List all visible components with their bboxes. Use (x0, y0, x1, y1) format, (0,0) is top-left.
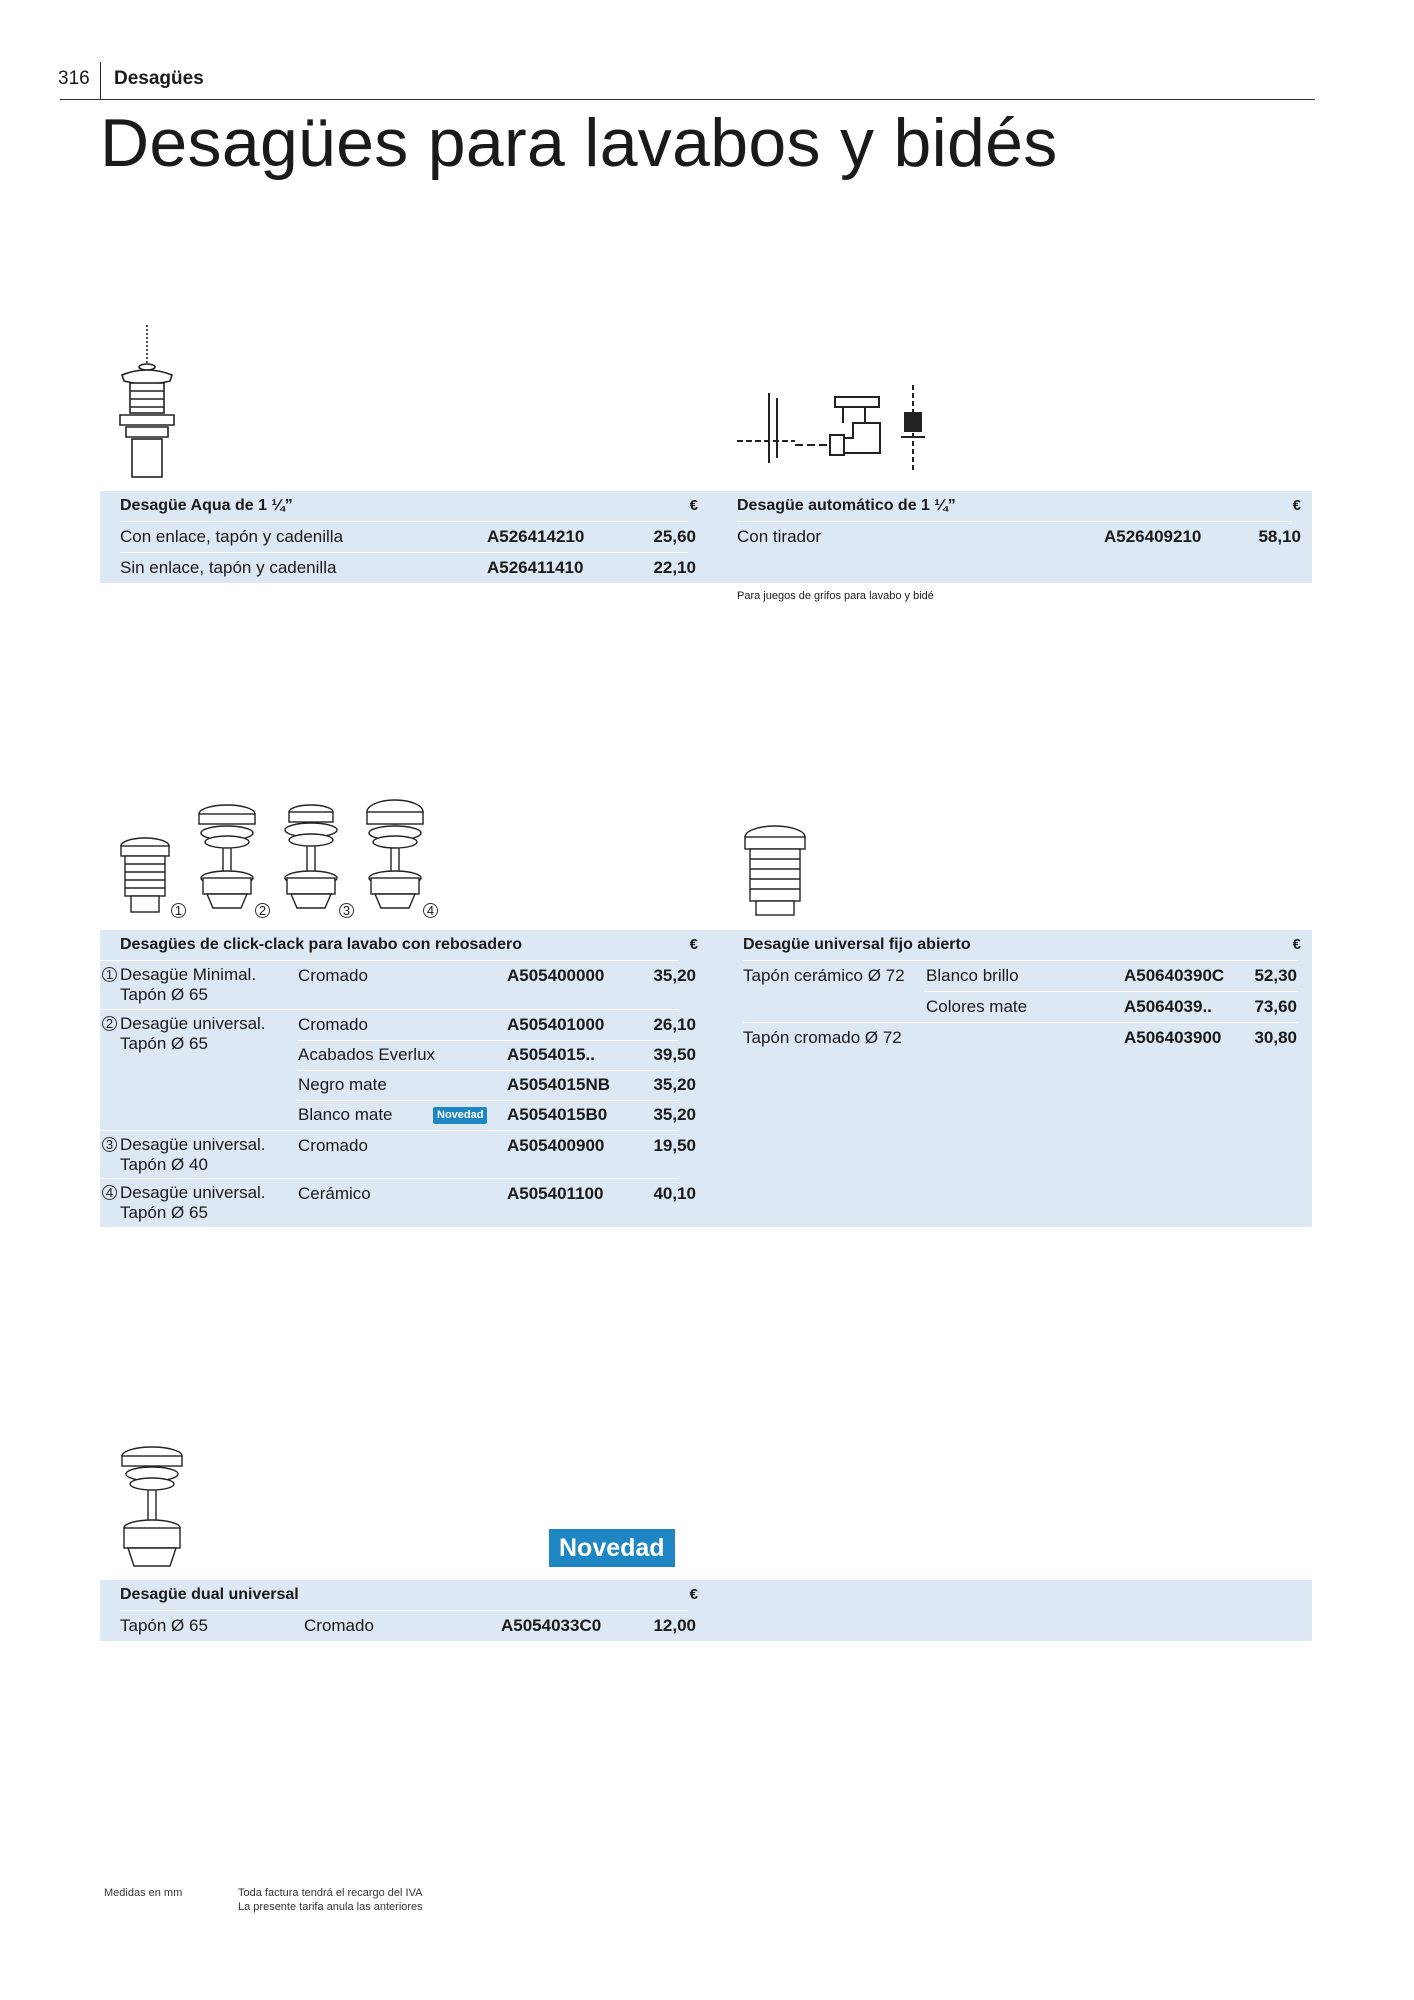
currency-symbol: € (689, 1586, 698, 1603)
page-title: Desagües para lavabos y bidés (100, 105, 1058, 181)
product-price: 12,00 (653, 1616, 696, 1635)
currency-symbol: € (1292, 936, 1301, 953)
product-code: A526411410 (487, 558, 584, 577)
row-description: Con enlace, tapón y cadenilla (120, 527, 344, 546)
product-price: 25,60 (653, 527, 696, 546)
footer-units: Medidas en mm (104, 1887, 183, 1899)
automatic-table (717, 491, 1312, 583)
group-line2: Tapón Ø 65 (120, 985, 208, 1004)
product-price: 39,50 (653, 1045, 696, 1064)
product-price: 35,20 (653, 966, 696, 985)
group-number: 1 (102, 967, 117, 982)
dual-table (100, 1580, 1312, 1641)
dual-drain-image (118, 1446, 188, 1571)
clickclack-title: Desagües de click-clack para lavabo con rebosadero (120, 936, 522, 953)
row-description: Tapón Ø 65 (120, 1616, 208, 1635)
fixed-open-title: Desagüe universal fijo abierto (743, 936, 971, 953)
product-price: 30,80 (1254, 1028, 1297, 1047)
automatic-title: Desagüe automático de 1 ¼” (737, 497, 956, 514)
row-finish: Blanco brillo (926, 966, 1019, 985)
fixed-open-drain-image (740, 825, 810, 920)
product-price: 22,10 (653, 558, 696, 577)
row-description: Con tirador (737, 527, 822, 546)
row-finish: Cromado (298, 1015, 368, 1034)
dual-title: Desagüe dual universal (120, 1586, 299, 1603)
row-finish: Negro mate (298, 1075, 387, 1094)
product-code: A5064039.. (1124, 997, 1212, 1016)
fixed-open-table (717, 930, 1312, 1227)
aqua-table (100, 491, 717, 583)
clickclack-drains-image (115, 798, 440, 918)
row-finish: Acabados Everlux (298, 1045, 436, 1064)
product-code: A5054015.. (507, 1045, 595, 1064)
image-number: 1 (171, 903, 186, 918)
row-description: Sin enlace, tapón y cadenilla (120, 558, 337, 577)
section-name: Desagües (114, 68, 204, 89)
row-finish: Cromado (298, 1136, 368, 1155)
product-price: 35,20 (653, 1105, 696, 1124)
product-code: A50640390C (1124, 966, 1225, 985)
product-code: A505400000 (507, 966, 605, 985)
product-code: A526409210 (1104, 527, 1202, 546)
row-description: Tapón cerámico Ø 72 (743, 966, 905, 985)
row-finish: Cromado (298, 966, 368, 985)
automatic-note: Para juegos de grifos para lavabo y bidé (737, 590, 934, 602)
product-price: 35,20 (653, 1075, 696, 1094)
product-price: 19,50 (653, 1136, 696, 1155)
product-code: A505401000 (507, 1015, 605, 1034)
group-line1: Desagüe universal. (120, 1183, 266, 1202)
row-finish: Blanco mate (298, 1105, 393, 1124)
product-code: A5054015B0 (507, 1105, 608, 1124)
currency-symbol: € (689, 936, 698, 953)
image-number: 4 (423, 903, 438, 918)
clickclack-table (100, 930, 717, 1227)
row-finish: Colores mate (926, 997, 1028, 1016)
header-rule (60, 99, 1315, 100)
group-line1: Desagüe Minimal. (120, 965, 257, 984)
footer-vat-note: Toda factura tendrá el recargo del IVA (238, 1887, 423, 1899)
image-number: 3 (339, 903, 354, 918)
product-price: 40,10 (653, 1184, 696, 1203)
automatic-drain-image (735, 383, 955, 473)
product-price: 26,10 (653, 1015, 696, 1034)
product-code: A5054015NB (507, 1075, 611, 1094)
group-line2: Tapón Ø 65 (120, 1034, 208, 1053)
product-code: A506403900 (1124, 1028, 1222, 1047)
group-label (102, 1183, 266, 1203)
row-finish: Cromado (304, 1616, 374, 1635)
novedad-badge-large: Novedad (549, 1529, 675, 1567)
group-number: 3 (102, 1137, 117, 1152)
group-line1: Desagüe universal. (120, 1014, 266, 1033)
group-line2: Tapón Ø 40 (120, 1155, 208, 1174)
page-number: 316 (58, 68, 90, 89)
product-code: A5054033C0 (501, 1616, 602, 1635)
currency-symbol: € (689, 497, 698, 514)
aqua-title: Desagüe Aqua de 1 ¼” (120, 497, 293, 514)
header-separator (100, 62, 101, 100)
novedad-badge: Novedad (433, 1107, 487, 1124)
product-price: 52,30 (1254, 966, 1297, 985)
product-price: 58,10 (1258, 527, 1301, 546)
group-label (102, 1135, 266, 1155)
product-code: A505401100 (507, 1184, 604, 1203)
group-number: 2 (102, 1016, 117, 1031)
group-line1: Desagüe universal. (120, 1135, 266, 1154)
currency-symbol: € (1292, 497, 1301, 514)
aqua-drain-image (112, 325, 182, 480)
row-description: Tapón cromado Ø 72 (743, 1028, 902, 1047)
image-number: 2 (255, 903, 270, 918)
product-code: A505400900 (507, 1136, 605, 1155)
product-price: 73,60 (1254, 997, 1297, 1016)
group-line2: Tapón Ø 65 (120, 1203, 208, 1222)
footer-tariff-note: La presente tarifa anula las anteriores (238, 1901, 423, 1913)
row-finish: Cerámico (298, 1184, 371, 1203)
group-label (102, 965, 256, 985)
product-code: A526414210 (487, 527, 585, 546)
group-label (102, 1014, 266, 1034)
group-number: 4 (102, 1185, 117, 1200)
